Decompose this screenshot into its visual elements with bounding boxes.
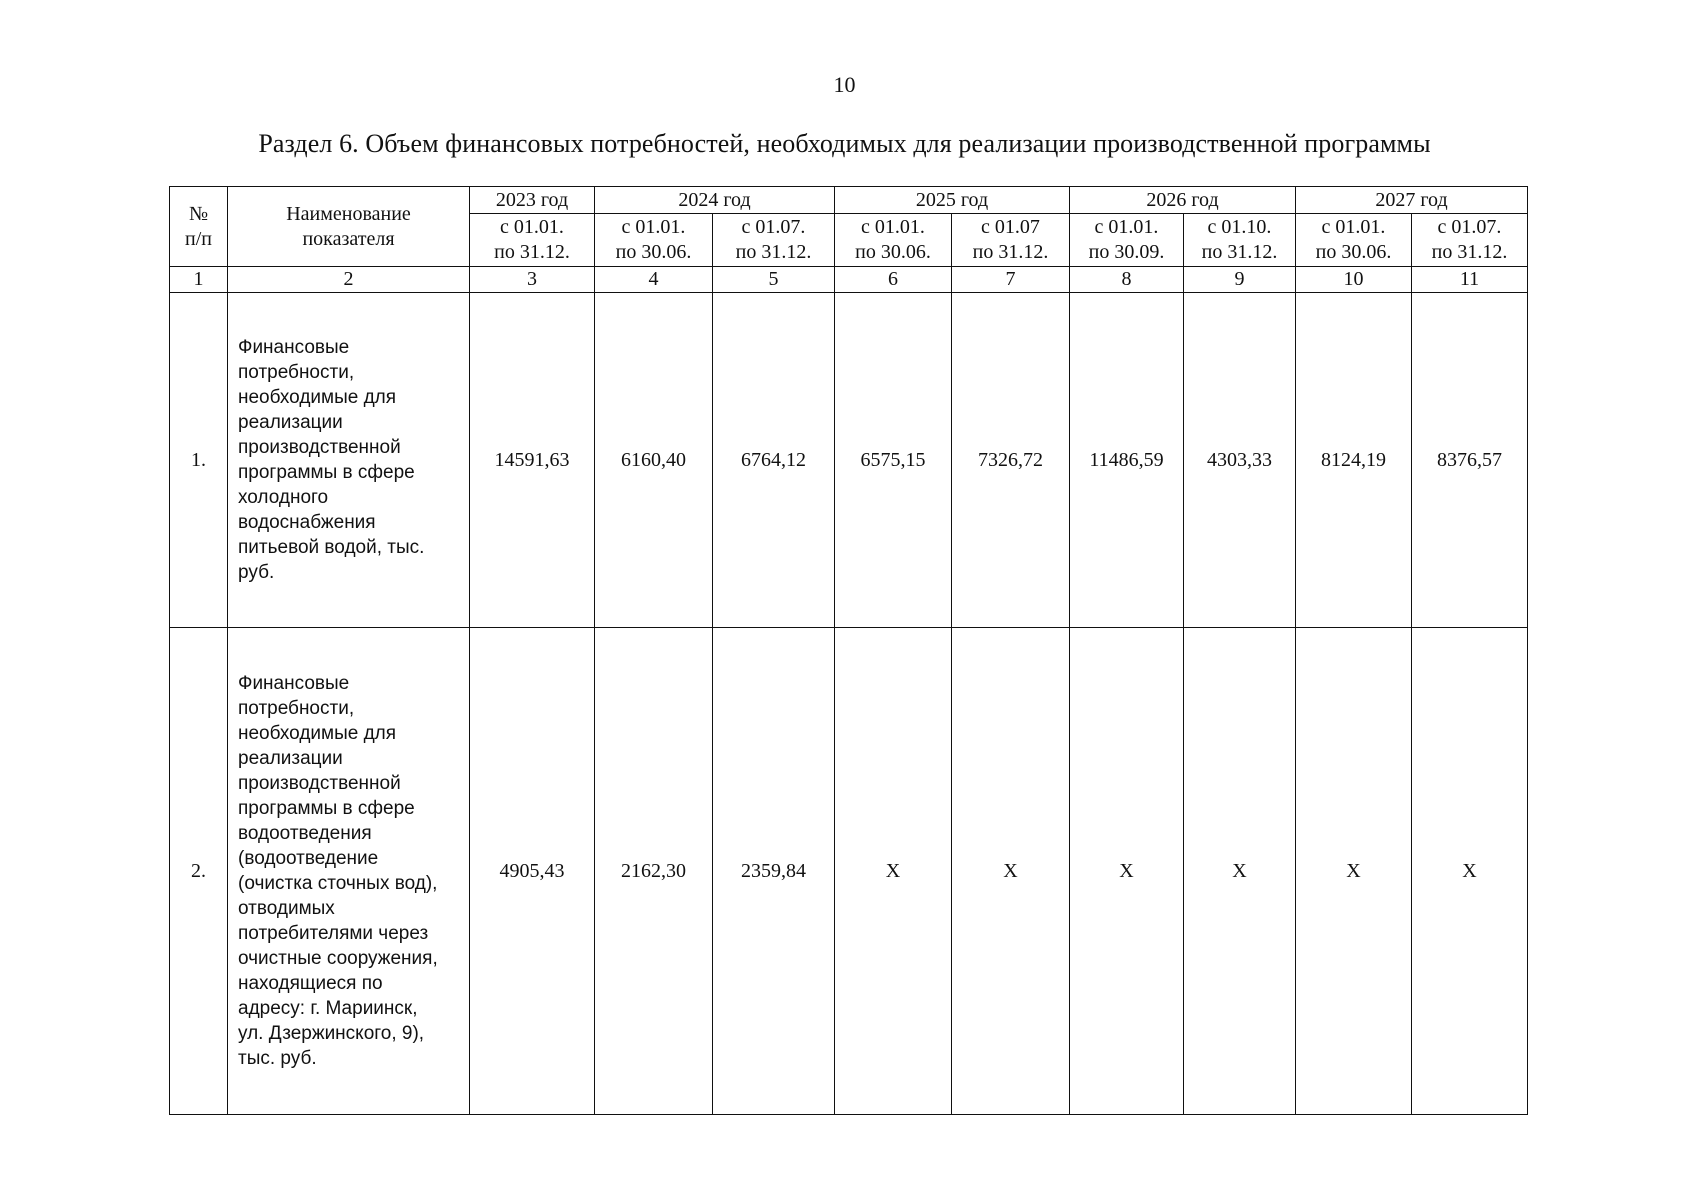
- period-header: с 01.01. по 30.06.: [835, 214, 952, 267]
- column-number: 6: [835, 267, 952, 293]
- value-cell: 8124,19: [1296, 293, 1412, 628]
- value-cell: 6160,40: [595, 293, 713, 628]
- value-cell: 2162,30: [595, 628, 713, 1115]
- indicator-name: Финансовые потребности, необходимые для реализации производственной программы в сфере водоотведения (водоотведение (очистка сточных вод), отводимых потребителями через очистные сооружения, находящиеся по адресу: г. Мариинск, ул. Дзержинского, 9), тыс. руб.: [228, 628, 470, 1115]
- period-header: с 01.01. по 31.12.: [470, 214, 595, 267]
- period-header: с 01.10. по 31.12.: [1184, 214, 1296, 267]
- financial-needs-table: [169, 186, 1528, 1115]
- value-cell: 6764,12: [713, 293, 835, 628]
- section-title: Раздел 6. Объем финансовых потребностей, необходимых для реализации производственной программы: [258, 129, 1431, 158]
- value-cell: X: [835, 628, 952, 1115]
- year-header-2025: 2025 год: [835, 187, 1070, 214]
- value-cell: 14591,63: [470, 293, 595, 628]
- period-header: с 01.07. по 31.12.: [713, 214, 835, 267]
- column-number: 3: [470, 267, 595, 293]
- column-number: 11: [1412, 267, 1528, 293]
- column-number-row: [170, 267, 1528, 293]
- row-number: 2.: [170, 628, 228, 1115]
- header-number-cell: № п/п: [170, 187, 228, 267]
- value-cell: 4905,43: [470, 628, 595, 1115]
- year-header-2023: 2023 год: [470, 187, 595, 214]
- column-number: 5: [713, 267, 835, 293]
- header-name-cell: Наименование показателя: [228, 187, 470, 267]
- column-number: 10: [1296, 267, 1412, 293]
- value-cell: X: [1070, 628, 1184, 1115]
- column-number: 8: [1070, 267, 1184, 293]
- period-header: с 01.07 по 31.12.: [952, 214, 1070, 267]
- header-row-years: [170, 187, 1528, 214]
- column-number: 4: [595, 267, 713, 293]
- year-header-2027: 2027 год: [1296, 187, 1528, 214]
- column-number: 9: [1184, 267, 1296, 293]
- value-cell: X: [1184, 628, 1296, 1115]
- column-number: 2: [228, 267, 470, 293]
- period-header: с 01.07. по 31.12.: [1412, 214, 1528, 267]
- period-header: с 01.01. по 30.06.: [595, 214, 713, 267]
- value-cell: 6575,15: [835, 293, 952, 628]
- value-cell: X: [1296, 628, 1412, 1115]
- year-header-2024: 2024 год: [595, 187, 835, 214]
- table-row: [170, 628, 1528, 1115]
- period-header: с 01.01. по 30.09.: [1070, 214, 1184, 267]
- value-cell: 2359,84: [713, 628, 835, 1115]
- value-cell: 8376,57: [1412, 293, 1528, 628]
- period-header: с 01.01. по 30.06.: [1296, 214, 1412, 267]
- value-cell: X: [1412, 628, 1528, 1115]
- table-row: [170, 293, 1528, 628]
- row-number: 1.: [170, 293, 228, 628]
- page-number: 10: [833, 72, 856, 97]
- value-cell: X: [952, 628, 1070, 1115]
- value-cell: 11486,59: [1070, 293, 1184, 628]
- value-cell: 4303,33: [1184, 293, 1296, 628]
- column-number: 7: [952, 267, 1070, 293]
- value-cell: 7326,72: [952, 293, 1070, 628]
- column-number: 1: [170, 267, 228, 293]
- indicator-name: Финансовые потребности, необходимые для реализации производственной программы в сфере холодного водоснабжения питьевой водой, тыс. руб.: [228, 293, 470, 628]
- year-header-2026: 2026 год: [1070, 187, 1296, 214]
